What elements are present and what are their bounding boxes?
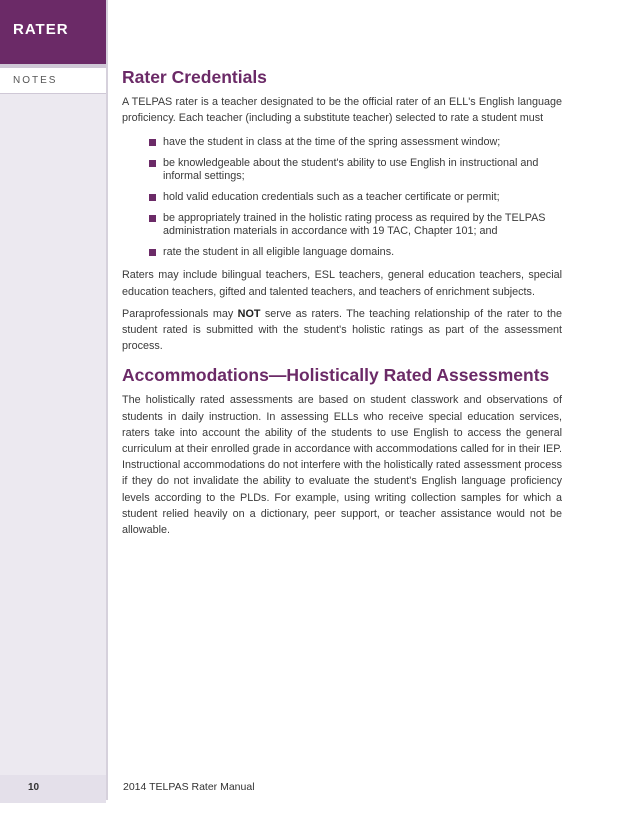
sidebar xyxy=(0,0,106,800)
square-bullet-icon xyxy=(149,160,156,167)
square-bullet-icon xyxy=(149,139,156,146)
notes-label: NOTES xyxy=(0,64,106,94)
manual-title: 2014 TELPAS Rater Manual xyxy=(123,781,255,793)
paraprofessionals-paragraph xyxy=(122,306,562,355)
list-item xyxy=(149,191,562,204)
accommodations-heading: Accommodations—Holistically Rated Assessments xyxy=(122,365,550,386)
square-bullet-icon xyxy=(149,194,156,201)
accommodations-paragraph: The holistically rated assessments are based on student classwork and observations of students in daily instruction. In assessing ELLs who receive special education services, raters take into account the ability of the students to use English to access the general curriculum at their enrolled grade in accordance with accommodations called for in their IEP. Instructional accommodations do not interfere with the holistically rated assessment process if they do not invalidate the ability to evaluate the student's English language proficiency levels according to the PLDs. For example, using writing collection samples for which a student relied heavily on a dictionary, peer support, or teacher assistance would not be allowable. xyxy=(122,394,562,537)
para-text-start: Paraprofessionals may xyxy=(122,307,238,320)
list-item xyxy=(149,246,562,259)
list-item-text: rate the student in all eligible language domains. xyxy=(163,246,395,259)
list-item-text: be knowledgeable about the student's ability to use English in instructional and informal settings; xyxy=(163,157,539,183)
square-bullet-icon xyxy=(149,249,156,256)
para-text-end: serve as raters. The teaching relationship of the rater to the student rated is submitted with the student's holistic ratings as part of the assessment process. xyxy=(122,307,562,353)
list-item-text: have the student in class at the time of the spring assessment window; xyxy=(163,136,501,149)
square-bullet-icon xyxy=(149,215,156,222)
page-number: 10 xyxy=(0,775,106,803)
list-item xyxy=(149,212,562,238)
list-item-text: be appropriately trained in the holistic rating process as required by the TELPAS administration materials in accordance with 19 TAC, Chapter 101; and xyxy=(163,212,546,238)
list-item xyxy=(149,157,562,183)
list-item-text: hold valid education credentials such as a teacher certificate or permit; xyxy=(163,191,500,204)
raters-paragraph: Raters may include bilingual teachers, ESL teachers, general education teachers, special education teachers, gifted and talented teachers, and teachers of enrichment subjects. xyxy=(122,269,562,298)
sidebar-divider xyxy=(106,0,108,800)
rater-credentials-heading: Rater Credentials xyxy=(122,67,267,87)
list-item xyxy=(149,136,562,149)
rater-credentials-intro: A TELPAS rater is a teacher designated to be the official rater of an ELL's English language proficiency. Each teacher (including a substitute teacher) selected to rate a student must xyxy=(122,96,562,125)
credentials-list xyxy=(122,136,562,259)
para-emphasis: NOT xyxy=(237,307,261,320)
main-content xyxy=(122,66,562,538)
section-tab: RATER xyxy=(0,0,106,64)
